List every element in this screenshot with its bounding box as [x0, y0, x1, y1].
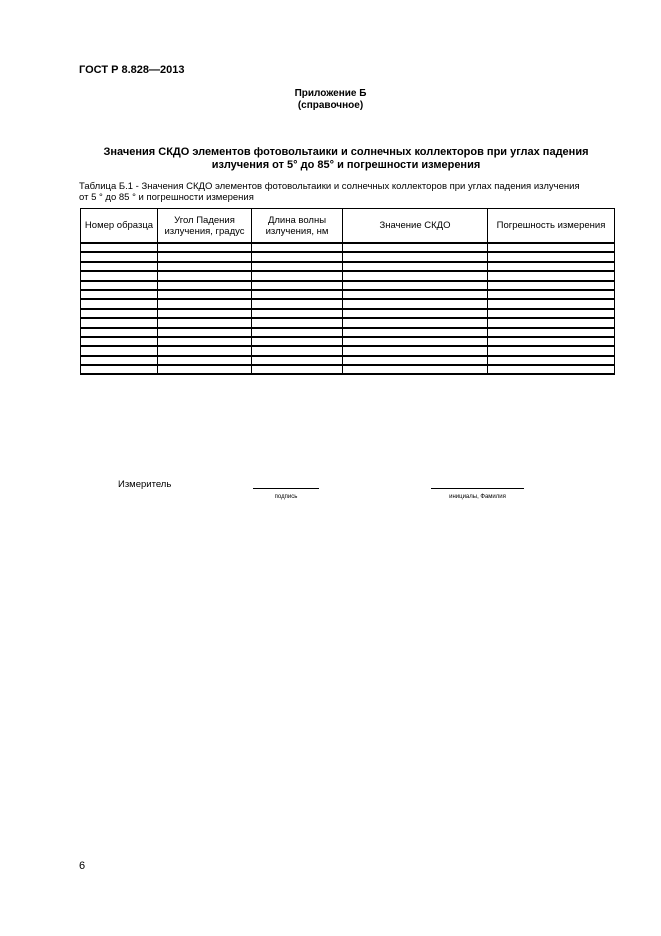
table-cell [488, 356, 615, 365]
table-header-row [81, 209, 615, 244]
table-cell [81, 290, 158, 299]
table-cell [343, 252, 488, 261]
header-value: Значение СКДО [343, 209, 488, 244]
table-cell [81, 337, 158, 346]
table-cell [252, 243, 343, 252]
table-cell [81, 356, 158, 365]
table-cell [158, 328, 252, 337]
table-cell [488, 252, 615, 261]
table-cell [343, 299, 488, 308]
measurement-table [80, 208, 615, 375]
name-line [431, 488, 524, 489]
table-cell [81, 346, 158, 355]
table-cell [343, 337, 488, 346]
table-cell [252, 290, 343, 299]
table-cell [158, 281, 252, 290]
table-cell [252, 281, 343, 290]
table-row [81, 262, 615, 271]
table-cell [488, 290, 615, 299]
table-caption-line-1: Таблица Б.1 - Значения СКДО элементов фотовольтаики и солнечных коллекторов при углах падения излучения [79, 181, 580, 192]
table-cell [81, 365, 158, 374]
table-caption [79, 181, 624, 203]
table-cell [81, 262, 158, 271]
table-cell [252, 318, 343, 327]
table-row [81, 281, 615, 290]
table-cell [343, 356, 488, 365]
table-cell [81, 318, 158, 327]
measurer-label: Измеритель [118, 479, 172, 490]
table-cell [252, 346, 343, 355]
table-cell [488, 309, 615, 318]
table-body [81, 243, 615, 374]
table-cell [252, 262, 343, 271]
page-number: 6 [79, 860, 86, 872]
table-cell [343, 290, 488, 299]
table-cell [252, 337, 343, 346]
table-cell [81, 243, 158, 252]
document-title-line-1: Значения СКДО элементов фотовольтаики и солнечных коллекторов при углах падения [103, 146, 589, 158]
table-cell [252, 356, 343, 365]
table-row [81, 346, 615, 355]
table-row [81, 328, 615, 337]
table-cell [252, 309, 343, 318]
table-cell [158, 299, 252, 308]
table-cell [488, 262, 615, 271]
table-caption-line-2: от 5 ° до 85 ° и погрешности измерения [79, 192, 254, 203]
table-cell [158, 346, 252, 355]
table-cell [488, 243, 615, 252]
table-row [81, 356, 615, 365]
table-cell [158, 318, 252, 327]
header-incidence-angle: Угол Падения излучения, градус [158, 209, 252, 244]
table-cell [488, 346, 615, 355]
table-row [81, 271, 615, 280]
table-cell [158, 356, 252, 365]
table-row [81, 290, 615, 299]
appendix-title: Приложение Б [294, 88, 367, 99]
table-cell [488, 337, 615, 346]
table-cell [252, 328, 343, 337]
table-cell [343, 365, 488, 374]
signature-caption: подпись [274, 494, 298, 500]
table-cell [488, 299, 615, 308]
table-cell [488, 281, 615, 290]
table-cell [488, 318, 615, 327]
table-cell [343, 281, 488, 290]
table-row [81, 252, 615, 261]
table-cell [343, 271, 488, 280]
table-cell [488, 271, 615, 280]
header-uncertainty: Погрешность измерения [488, 209, 615, 244]
table-cell [158, 290, 252, 299]
table-cell [81, 252, 158, 261]
header-sample-number: Номер образца [81, 209, 158, 244]
table-cell [158, 337, 252, 346]
table-cell [81, 281, 158, 290]
table-cell [81, 309, 158, 318]
table-cell [343, 318, 488, 327]
document-title [70, 146, 622, 172]
table-row [81, 365, 615, 374]
table-cell [158, 252, 252, 261]
table-cell [158, 262, 252, 271]
table-cell [158, 365, 252, 374]
table-cell [343, 309, 488, 318]
table-row [81, 337, 615, 346]
table-cell [252, 299, 343, 308]
table-cell [343, 243, 488, 252]
table-cell [252, 271, 343, 280]
appendix-type: (справочное) [297, 100, 364, 111]
document-title-line-2: излучения от 5° до 85° и погрешности измерения [211, 159, 481, 171]
table-cell [158, 243, 252, 252]
table-row [81, 309, 615, 318]
table-cell [343, 262, 488, 271]
standard-number: ГОСТ Р 8.828—2013 [79, 64, 185, 76]
table-cell [252, 365, 343, 374]
table-row [81, 318, 615, 327]
header-wavelength: Длина волны излучения, нм [252, 209, 343, 244]
table-cell [252, 252, 343, 261]
table-cell [488, 365, 615, 374]
table-cell [81, 299, 158, 308]
name-caption: инициалы, Фамилия [449, 494, 506, 500]
table-cell [81, 271, 158, 280]
table-cell [158, 309, 252, 318]
table-cell [81, 328, 158, 337]
table-cell [488, 328, 615, 337]
table-cell [343, 346, 488, 355]
table-cell [158, 271, 252, 280]
table-cell [343, 328, 488, 337]
signature-line [253, 488, 319, 489]
table-row [81, 243, 615, 252]
table-row [81, 299, 615, 308]
